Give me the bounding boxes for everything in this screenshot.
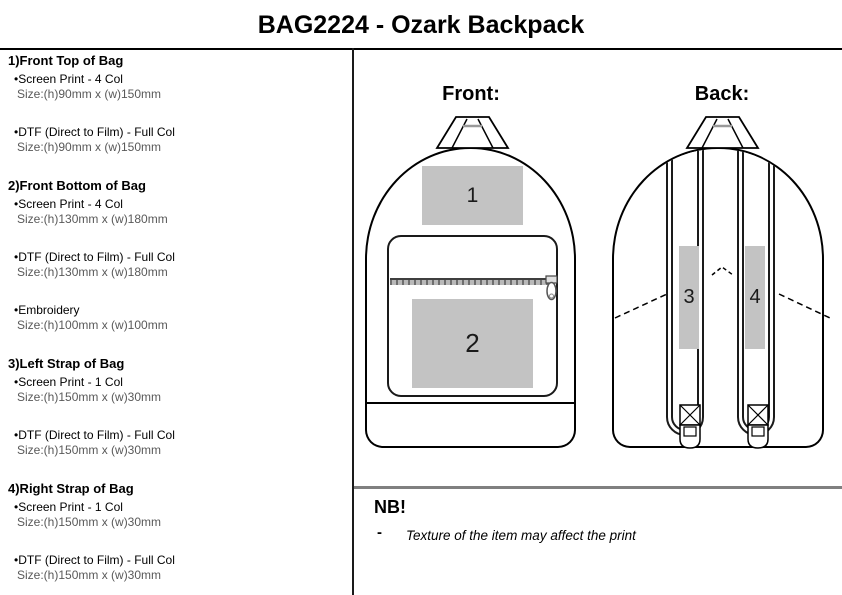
option-name (14, 125, 344, 140)
option-size: Size:(h)150mm x (w)30mm (17, 390, 162, 404)
back-print-area-3 (679, 246, 699, 349)
print-option (14, 72, 344, 102)
bullet-glyph: • (14, 197, 19, 211)
front-print-area-2 (412, 299, 533, 388)
back-bag-outline (612, 147, 824, 448)
option-name-text: Screen Print - 4 Col (18, 197, 123, 211)
back-view-label: Back: (694, 83, 750, 105)
bullet-glyph: • (14, 125, 19, 139)
bullet-glyph: • (14, 250, 19, 264)
nb-heading: NB! (374, 497, 406, 517)
option-size: Size:(h)90mm x (w)150mm (17, 87, 162, 101)
bullet-glyph: • (14, 428, 19, 442)
section-front-bottom (8, 178, 344, 333)
bullet-glyph: • (14, 72, 19, 86)
page-title: BAG2224 - Ozark Backpack (257, 11, 585, 39)
zipper-icon (390, 278, 552, 285)
print-option (14, 303, 344, 333)
front-handle-icon (437, 117, 508, 148)
section-title: 4)Right Strap of Bag (8, 481, 134, 496)
option-name-text: Embroidery (18, 303, 80, 317)
bullet-glyph: • (14, 375, 19, 389)
front-bottom-seam (365, 402, 576, 404)
option-size: Size:(h)150mm x (w)30mm (17, 443, 162, 457)
option-size: Size:(h)100mm x (w)100mm (17, 318, 168, 332)
option-size: Size:(h)90mm x (w)150mm (17, 140, 162, 154)
section-title: 3)Left Strap of Bag (8, 356, 125, 371)
back-print-area-4 (745, 246, 765, 349)
option-name (14, 500, 344, 515)
print-area-label: 1 (466, 183, 479, 207)
front-print-area-1 (422, 166, 523, 225)
nb-bullet: - (377, 524, 382, 541)
bullet-glyph: • (14, 500, 19, 514)
title-divider (0, 48, 842, 50)
option-name (14, 72, 344, 87)
option-name-text: DTF (Direct to Film) - Full Col (18, 428, 175, 442)
back-handle-icon (687, 117, 758, 148)
section-front-top (8, 53, 344, 155)
option-name-text: Screen Print - 1 Col (18, 500, 123, 514)
print-area-label: 3 (683, 286, 695, 308)
option-size: Size:(h)130mm x (w)180mm (17, 265, 168, 279)
option-name-text: DTF (Direct to Film) - Full Col (18, 250, 175, 264)
print-option (14, 553, 344, 583)
front-pocket (387, 235, 558, 397)
option-name-text: Screen Print - 4 Col (18, 72, 123, 86)
option-name-text: DTF (Direct to Film) - Full Col (18, 125, 175, 139)
option-name-text: DTF (Direct to Film) - Full Col (18, 553, 175, 567)
nb-note: Texture of the item may affect the print (406, 528, 636, 543)
print-option (14, 197, 344, 227)
vertical-divider (352, 48, 354, 595)
print-options-sidebar (8, 53, 344, 595)
option-name (14, 197, 344, 212)
print-option (14, 375, 344, 405)
nb-divider (354, 486, 842, 489)
front-bag-outline (365, 147, 576, 448)
print-area-label: 2 (465, 328, 480, 358)
print-area-label: 4 (749, 286, 761, 308)
print-option (14, 250, 344, 280)
option-name (14, 375, 344, 390)
option-size: Size:(h)130mm x (w)180mm (17, 212, 168, 226)
option-name-text: Screen Print - 1 Col (18, 375, 123, 389)
print-option (14, 428, 344, 458)
option-size: Size:(h)150mm x (w)30mm (17, 568, 162, 582)
section-title: 1)Front Top of Bag (8, 53, 124, 68)
bullet-glyph: • (14, 303, 19, 317)
print-option (14, 125, 344, 155)
front-view-label: Front: (442, 83, 500, 105)
bullet-glyph: • (14, 553, 19, 567)
section-right-strap (8, 481, 344, 583)
option-name (14, 303, 344, 318)
option-name (14, 250, 344, 265)
section-left-strap (8, 356, 344, 458)
print-option (14, 500, 344, 530)
section-title: 2)Front Bottom of Bag (8, 178, 146, 193)
option-name (14, 428, 344, 443)
option-name (14, 553, 344, 568)
option-size: Size:(h)150mm x (w)30mm (17, 515, 162, 529)
